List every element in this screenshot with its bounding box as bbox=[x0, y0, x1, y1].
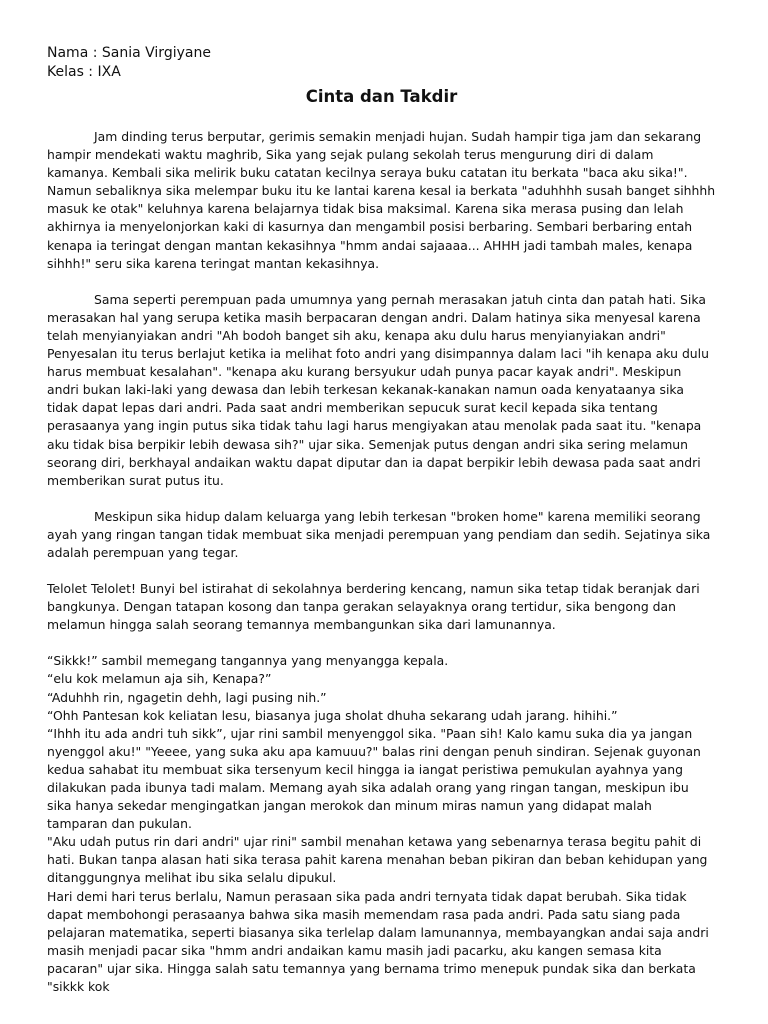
student-class: Kelas : IXA bbox=[47, 64, 121, 80]
paragraph-2: Sama seperti perempuan pada umumnya yang pernah merasakan jatuh cinta dan patah hati. Sika merasakan hal yang serupa ketika masih berpacaran dengan andri. Dalam hatinya sika menyesal karena telah menyianyiakan andri "Ah bodoh banget sih aku, kenapa aku dulu harus menyianyiakan andri" Penyesalan itu terus berlajut ketika ia melihat foto andri yang disimpannya dalam laci "ih kenapa aku dulu harus membuat kesalahan". "kenapa aku kurang bersyukur udah punya pacar kayak andri". Meskipun andri bukan laki-laki yang dewasa dan lebih terkesan kekanak-kanakan namun oada kenyataanya sika tidak dapat lepas dari andri. Pada saat andri memberikan sepucuk surat kecil kepada sika tentang perasaanya yang ingin putus sika tidak tahu lagi harus mengiyakan atau menolak pada saat itu. "kenapa aku tidak bisa berpikir lebih dewasa sih?" ujar sika. Semenjak putus dengan andri sika sering melamun seorang diri, berkhayal andaikan waktu dapat diputar dan ia dapat berpikir lebih dewasa pada saat andri memberikan surat putus itu. bbox=[47, 291, 709, 488]
dialogue-line-4: “Ohh Pantesan kok keliatan lesu, biasanya juga sholat dhuha sekarang udah jarang. hihihi.” bbox=[47, 707, 618, 723]
story-body bbox=[47, 128, 716, 996]
dialogue-line-2: “elu kok melamun aja sih, Kenapa?” bbox=[47, 671, 272, 687]
dialogue-line-7: Hari demi hari terus berlalu, Namun perasaan sika pada andri ternyata tidak dapat berubah. Sika tidak dapat membohongi perasaanya bahwa sika masih memendam rasa pada andri. Pada satu siang pada pelajaran matematika, seperti biasanya sika terlelap dalam lamunannya, membayangkan andai saja andri masih menjadi pacar sika "hmm andri andaikan kamu masih jadi pacarku, aku kangen semasa kita pacaran" ujar sika. Hingga salah satu temannya yang bernama trimo menepuk pundak sika dan berkata "sikkk kok bbox=[47, 888, 709, 995]
dialogue-line-1: “Sikkk!” sambil memegang tangannya yang menyangga kepala. bbox=[47, 653, 449, 669]
dialogue-line-5: “Ihhh itu ada andri tuh sikk”, ujar rini sambil menyenggol sika. "Paan sih! Kalo kamu suka dia ya jangan nyenggol aku!" "Yeeee, yang suka aku apa kamuuu?" balas rini dengan penuh sindiran. Sejenak guyonan kedua sahabat itu membuat sika tersenyum kecil hingga ia iangat peristiwa pemukulan ayahnya yang dilakukan pada ibunya tadi malam. Memang ayah sika adalah orang yang ringan tangan, meskipun ibu sika hanya sekedar mengingatkan jangan merokok dan minum miras namun yang didapat malah tamparan dan pukulan. bbox=[47, 725, 701, 832]
dialogue-line-3: “Aduhhh rin, ngagetin dehh, lagi pusing nih.” bbox=[47, 689, 327, 705]
dialogue-section bbox=[47, 652, 716, 996]
student-info bbox=[47, 44, 716, 82]
dialogue-line-6: "Aku udah putus rin dari andri" ujar rini" sambil menahan ketawa yang sebenarnya terasa begitu pahit di hati. Bukan tanpa alasan hati sika terasa pahit karena menahan beban pikiran dan beban kehidupan yang ditanggungnya melihat ibu sika selalu dipukul. bbox=[47, 834, 708, 886]
paragraph-4: Telolet Telolet! Bunyi bel istirahat di sekolahnya berdering kencang, namun sika tetap tidak beranjak dari bangkunya. Dengan tatapan kosong dan tanpa gerakan selayaknya orang tertidur, sika bengong dan melamun hingga salah seorang temannya membangunkan sika dari lamunannya. bbox=[47, 581, 700, 633]
student-name: Nama : Sania Virgiyane bbox=[47, 45, 211, 61]
paragraph-1: Jam dinding terus berputar, gerimis semakin menjadi hujan. Sudah hampir tiga jam dan sekarang hampir mendekati waktu maghrib, Sika yang sejak pulang sekolah terus mengurung diri di dalam kamanya. Kembali sika melirik buku catatan kecilnya seraya buku catatan itu berkata "baca aku sika!". Namun sebaliknya sika melempar buku itu ke lantai karena kesal ia berkata "aduhhhh susah banget sihhhh masuk ke otak" keluhnya karena belajarnya tidak bisa maksimal. Karena sika merasa pusing dan lelah akhirnya ia menyelonjorkan kaki di kasurnya dan mengambil posisi berbaring. Sembari berbaring entah kenapa ia teringat dengan mantan kekasihnya "hmm andai sajaaaa... AHHH jadi tambah males, kenapa sihhh!" seru sika karena teringat mantan kekasihnya. bbox=[47, 129, 716, 271]
paragraph-3: Meskipun sika hidup dalam keluarga yang lebih terkesan "broken home" karena memiliki seorang ayah yang ringan tangan tidak membuat sika menjadi perempuan yang pendiam dan sedih. Sejatinya sika adalah perempuan yang tegar. bbox=[47, 508, 711, 560]
story-title: Cinta dan Takdir bbox=[305, 87, 458, 106]
